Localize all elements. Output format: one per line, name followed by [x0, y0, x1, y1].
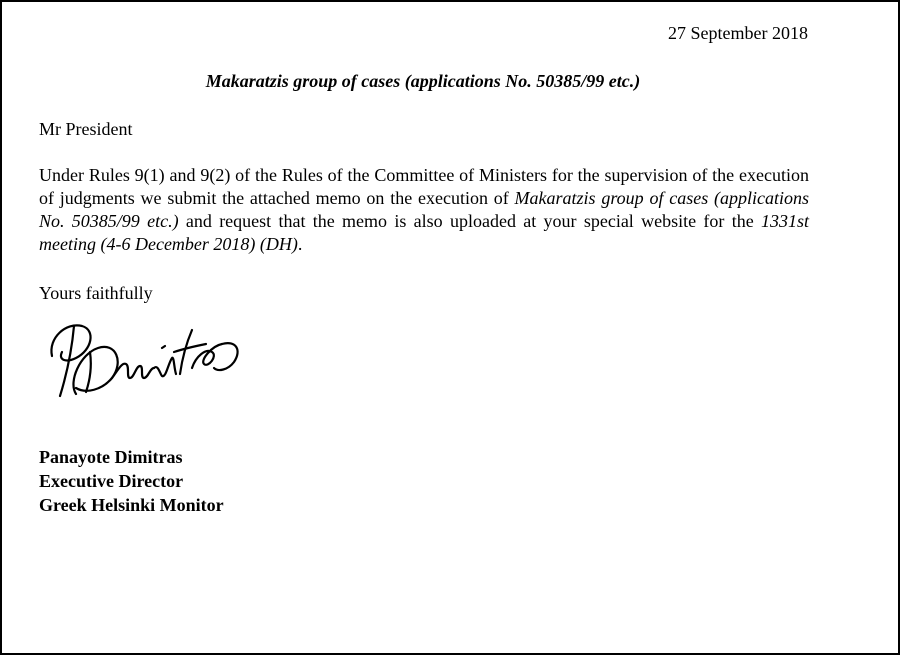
signatory-organization: Greek Helsinki Monitor	[39, 495, 224, 515]
letter-subject: Makaratzis group of cases (applications No. 50385/99 etc.)	[205, 71, 641, 91]
body-text-part-3: .	[297, 234, 303, 254]
signatory-name: Panayote Dimitras	[39, 447, 183, 467]
meeting-reference: 1331st meeting (4-6 December 2018) (DH)	[39, 211, 810, 254]
signatory-title: Executive Director	[39, 471, 184, 491]
letter-date: 27 September 2018	[668, 23, 808, 43]
body-text-part-2: and request that the memo is also uploaded at your special website for the	[178, 211, 761, 231]
salutation: Mr President	[39, 119, 133, 139]
closing-line: Yours faithfully	[39, 283, 153, 303]
case-reference: Makaratzis group of cases (applications No. 50385/99 etc.)	[39, 188, 809, 231]
body-text-part-1: Under Rules 9(1) and 9(2) of the Rules of the Committee of Ministers for the supervision of the execution of judgments we submit the attached memo on the execution of	[39, 165, 809, 208]
handwritten-signature-icon	[46, 308, 256, 408]
letter-body	[39, 164, 809, 256]
signatory-block	[39, 445, 224, 517]
